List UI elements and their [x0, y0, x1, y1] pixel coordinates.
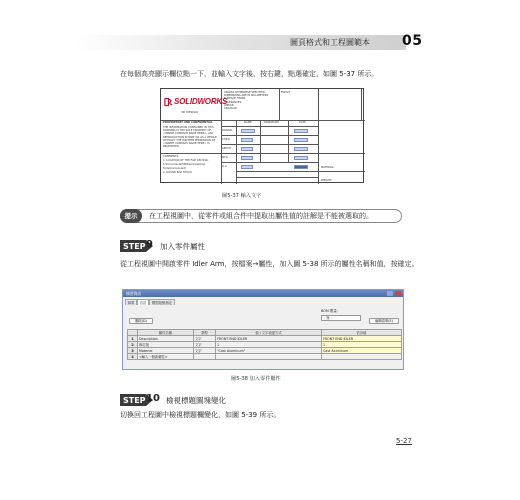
dialog-title: 摘要資訊 — [126, 291, 142, 296]
comment-line-3: Ends\Component\ — [163, 167, 187, 170]
row-mfg: MFG — [222, 156, 228, 159]
property-name[interactable]: Description — [138, 336, 194, 342]
drawn-date-field[interactable] — [294, 129, 308, 133]
bom-label: BOM 數量: — [321, 309, 338, 313]
chkd-name-field[interactable] — [241, 138, 253, 142]
property-type[interactable]: 文字 — [194, 336, 216, 342]
tip-text: 在工程視圖中，從零件或組合件中提取出屬性值的註解是不能被選取的。 — [149, 212, 373, 220]
paragraph-2: 從工程視圖中開啟零件 Idler Arm，按檔案→屬性，加入圖 5-38 所示的屬性名稱和值，按確定。 — [120, 260, 419, 268]
weight-label: WEIGHT: — [321, 179, 333, 182]
qa-date-field[interactable] — [294, 165, 308, 169]
chapter-title: 圖頁格式和工程圖範本 — [290, 38, 370, 47]
step-9-number: 9 — [146, 239, 153, 250]
chapter-number: 05 — [402, 33, 423, 49]
paragraph-3: 切換回工程圖中檢視標題欄變化，如圖 5-39 所示。 — [120, 411, 281, 419]
paragraph-1: 在每個高亮顯示欄位點一下，並輸入文字後，按右鍵，點選確定，如圖 5-37 所示。 — [120, 70, 379, 78]
row-number: 2 — [128, 342, 138, 348]
property-name[interactable]: 修訂版 — [138, 342, 194, 348]
appvd-name-field[interactable] — [241, 147, 253, 151]
property-type[interactable] — [194, 354, 216, 360]
delete-button[interactable]: 刪除(D) — [129, 318, 153, 324]
mfg-date-field[interactable] — [294, 156, 308, 160]
close-icon[interactable] — [395, 291, 401, 296]
bom-select[interactable]: - 無 - — [321, 315, 361, 321]
solidworks-logo: SOLIDWORKS — [164, 96, 216, 108]
table-row[interactable] — [128, 354, 402, 360]
material-label: MATERIAL: — [321, 166, 335, 169]
property-type[interactable]: 文字 — [194, 348, 216, 354]
proprietary-text: THE INFORMATION CONTAINED IN THIS DRAWING IS THE SOLE PROPERTY OF <INSERT COMPANY NAME HERE>. ANY REPRODUCTION IN PART OR AS A WHOLE WITHOUT THE WRITTEN PERMISSION OF <INSERT COMPANY NAME HERE> IS PROHIBITED. — [163, 126, 217, 149]
col-header: 值 / 文字表達方式 — [216, 330, 322, 336]
comment-line-1: 1. LOCATION OF THE FILE ON DISK: — [163, 159, 209, 162]
row-qa: Q.A — [222, 165, 227, 168]
properties-dialog — [122, 289, 404, 370]
step-9-title: 加入零件屬性 — [160, 242, 205, 251]
mfg-name-field[interactable] — [241, 156, 253, 160]
figure-caption-2: 圖5-38 加入零件屬性 — [231, 376, 281, 382]
property-value[interactable] — [216, 354, 322, 360]
tip-badge: 提示 — [120, 209, 142, 223]
row-chkd: CHK'D — [222, 138, 231, 141]
col-signature: SIGNATURE — [264, 121, 279, 124]
table-header-row — [128, 330, 402, 336]
logo-subtitle: 3D DESIGN — [181, 110, 198, 114]
step-9-badge-text: STEP — [123, 242, 146, 251]
property-name[interactable]: Material — [138, 348, 194, 354]
drawn-name-field[interactable] — [241, 129, 255, 133]
row-number: 3 — [128, 348, 138, 354]
col-header: 類型 — [194, 330, 216, 336]
edit-list-button[interactable]: 編輯清單(E) — [369, 318, 399, 324]
property-value[interactable]: FRONT END IDLER — [216, 336, 322, 342]
row-drawn: DRAWN — [222, 129, 232, 132]
title-block-figure — [160, 88, 364, 183]
property-evaluated: Cast Aluminum — [322, 348, 402, 354]
step-10-title: 檢視標題圖塊變化 — [166, 396, 226, 405]
property-value[interactable]: "Cast Aluminum" — [216, 348, 322, 354]
appvd-date-field[interactable] — [294, 147, 308, 151]
row-appvd: APPV'D — [222, 147, 232, 150]
tab-summary[interactable]: 摘要 — [125, 299, 137, 305]
col-header: 估計值 — [322, 330, 402, 336]
property-type[interactable]: 文字 — [194, 342, 216, 348]
page-number: 5-27 — [396, 437, 412, 445]
col-header: 屬性名稱 — [138, 330, 194, 336]
step-10-number: 10 — [146, 393, 160, 404]
comment-line-4: 2. ROUND BAR STOCK — [163, 171, 192, 174]
col-name: NAME — [244, 121, 252, 124]
tolerance-notes: UNLESS OTHERWISE SPECIFIED: DIMENSIONS ARE IN MILLIMETERS SURFACE FINISH: TOLERANCES: LINEAR: ANGULAR: — [224, 91, 269, 111]
property-value[interactable]: 1 — [216, 342, 322, 348]
row-number: 4 — [128, 354, 138, 360]
finish-label: FINISH: — [281, 91, 291, 94]
row-number: 1 — [128, 336, 138, 342]
chkd-date-field[interactable] — [294, 138, 308, 142]
comments-label: COMMENTS: — [163, 155, 180, 158]
qa-name-field[interactable] — [241, 165, 253, 169]
col-date: DATE — [299, 121, 306, 124]
proprietary-label: PROPRIETARY AND CONFIDENTIAL — [163, 121, 213, 124]
solidworks-ds-icon — [164, 97, 173, 107]
figure-caption-1: 圖5-37 輸入文字 — [222, 193, 262, 199]
dialog-title-bar — [123, 290, 403, 297]
tab-config-specific[interactable]: 模型組態指定 — [149, 299, 175, 305]
comment-line-2: $:\Documents\SW\Exercises\Cap — [163, 163, 206, 166]
property-evaluated: FRONT END IDLER — [322, 336, 402, 342]
minimize-icon[interactable] — [387, 291, 393, 296]
property-evaluated — [322, 354, 402, 360]
property-name[interactable]: <輸入一個新屬性> — [138, 354, 194, 360]
property-evaluated: 1 — [322, 342, 402, 348]
tab-custom[interactable]: 自訂 — [137, 299, 149, 305]
properties-table — [127, 329, 402, 360]
step-10-badge-text: STEP — [123, 396, 146, 405]
